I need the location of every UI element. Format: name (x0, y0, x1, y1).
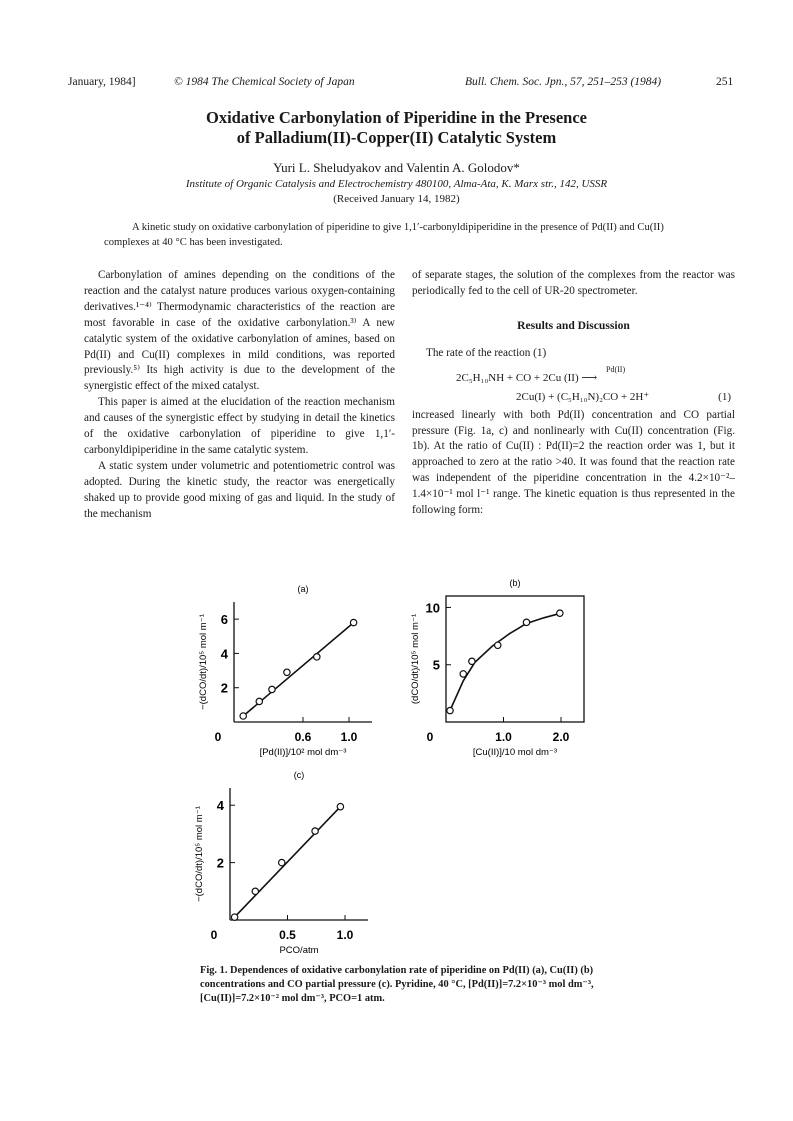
data-point (284, 669, 290, 675)
x-axis-label: PCO/atm (279, 945, 319, 956)
page-number: 251 (716, 76, 734, 88)
equation-number: (1) (718, 390, 731, 403)
paragraph: This paper is aimed at the elucidation of the reaction mechanism and causes of the synergistic effect by studying in detail the kinetics of the oxidative carbonylation of piperidine to give 1,1′-carbonyldipiperidine in the same catalytic system. (84, 396, 395, 456)
x-tick-label: 0 (214, 730, 222, 744)
data-point (337, 803, 343, 809)
y-axis-label: −(dCO/dt)/10⁵ mol m⁻¹ (198, 614, 209, 710)
figure-1 (0, 570, 793, 960)
data-point (240, 713, 246, 719)
institute: Institute of Organic Catalysis and Electrochemistry 480100, Alma-Ata, K. Marx str., 142, USSR (185, 178, 608, 190)
y-axis-label: (dCO/dt)/10⁵ mol m⁻¹ (410, 613, 421, 705)
x-tick-label: 0 (426, 730, 434, 744)
y-axis-label: −(dCO/dt)/10⁵ mol m⁻¹ (194, 806, 205, 902)
x-tick-label: 1.0 (495, 730, 512, 744)
title-line-1: Oxidative Carbonylation of Piperidine in the Presence (205, 108, 587, 127)
y-tick-label: 6 (220, 612, 228, 628)
data-point (460, 671, 466, 677)
paragraph: A static system under volumetric and potentiometric control was adopted. During the kinetic study, the reactor was energetically shaked up to provide good mixing of gas and liquid. In the study of the mechanism (84, 459, 395, 520)
data-point (447, 707, 453, 713)
y-tick-label: 2 (220, 680, 228, 696)
fit-curve (450, 613, 561, 710)
panel-label: (c) (293, 770, 305, 780)
x-tick-label: 2.0 (552, 730, 570, 744)
equation-line-1: 2C₅H₁₀NH + CO + 2Cu (II) ⟶ (456, 371, 598, 384)
chart-panel-a (198, 584, 372, 758)
chart-panel-b (410, 578, 584, 758)
y-tick-label: 2 (216, 855, 224, 871)
paragraph: The rate of the reaction (1) (426, 346, 547, 359)
section-heading: Results and Discussion (517, 318, 630, 332)
panel-label: (a) (297, 584, 309, 594)
data-point (279, 859, 285, 865)
paragraph: of separate stages, the solution of the complexes from the reactor was periodically fed to the cell of UR-20 spectrometer. (412, 269, 735, 297)
x-tick-label: 0 (210, 928, 218, 942)
authors: Yuri L. Sheludyakov and Valentin A. Golodov* (273, 160, 520, 175)
chart-panel-c (194, 770, 368, 956)
equation-line-2: 2Cu(I) + (C₅H₁₀N)₂CO + 2H⁺ (516, 390, 650, 403)
data-point (252, 888, 258, 894)
paragraph: increased linearly with both Pd(II) concentration and CO partial pressure (Fig. 1a, c) and nonlinearly with Cu(II) concentration (Fig. 1b). At the ratio of Cu(II) : Pd(II)=2 the reaction order was 1, but it approached to zero at the ratio >40. It was found that the reaction rate was independent of the piperidine concentration in the 4.2×10⁻²–1.4×10⁻¹ mol l⁻¹ range. The kinetic equation is thus represented in the following form: (412, 408, 735, 517)
x-axis-label: [Cu(II)]/10 mol dm⁻³ (472, 747, 558, 758)
fit-line (235, 807, 341, 917)
x-tick-label: 1.0 (340, 730, 358, 744)
y-tick-label: 4 (216, 798, 224, 814)
data-point (557, 610, 563, 616)
running-header-date: January, 1984] (68, 76, 136, 88)
body-left-column (84, 268, 395, 523)
x-tick-label: 0.5 (279, 928, 296, 942)
data-point (231, 914, 237, 920)
data-point (269, 686, 275, 692)
x-tick-label: 1.0 (336, 928, 354, 942)
x-axis-label: [Pd(II)]/10² mol dm⁻³ (259, 747, 347, 758)
paragraph: Carbonylation of amines depending on the conditions of the reaction and the catalyst nature produces various oxygen-containing derivatives.¹⁻⁴⁾ Thermodynamic characteristics of the reaction are most favorable in case of the oxidative carbonylation.³⁾ A new catalytic system of the oxidative carbonylation of amines, based on Pd(II) and Cu(II) complexes in mild conditions, was reported previously.⁵⁾ Its high activity is due to the development of the synergistic effect of the mixed catalyst. (84, 269, 395, 393)
data-point (350, 619, 356, 625)
equation-catalyst: Pd(II) (606, 364, 626, 374)
running-header-copyright: © 1984 The Chemical Society of Japan (174, 76, 355, 88)
data-point (256, 698, 262, 704)
y-tick-label: 4 (220, 646, 228, 662)
data-point (469, 658, 475, 664)
plot-frame (446, 596, 584, 722)
data-point (312, 828, 318, 834)
y-tick-label: 5 (432, 657, 440, 673)
data-point (523, 619, 529, 625)
figure-caption: Fig. 1. Dependences of oxidative carbonylation rate of piperidine on Pd(II) (a), Cu(II) (b) concentrations and CO partial pressure (c). Pyridine, 40 °C, [Pd(II)]=7.2×10⁻³ mol dm⁻³, [Cu(II)]=7.2×10⁻² mol dm⁻³, PCO=1 atm. (200, 965, 594, 1004)
data-point (495, 642, 501, 648)
y-tick-label: 10 (425, 600, 440, 616)
abstract: A kinetic study on oxidative carbonylation of piperidine to give 1,1′-carbonyldipiperidine in the presence of Pd(II) and Cu(II) complexes at 40 °C has been investigated. (104, 222, 664, 248)
running-header-journal: Bull. Chem. Soc. Jpn., 57, 251–253 (1984) (465, 76, 662, 88)
data-point (314, 654, 320, 660)
panel-label: (b) (509, 578, 521, 588)
equation-1 (412, 362, 735, 408)
body-right-column (412, 268, 735, 519)
x-tick-label: 0.6 (294, 730, 312, 744)
title-line-2: of Palladium(II)-Copper(II) Catalytic System (236, 128, 557, 147)
received-date: (Received January 14, 1982) (333, 193, 460, 205)
